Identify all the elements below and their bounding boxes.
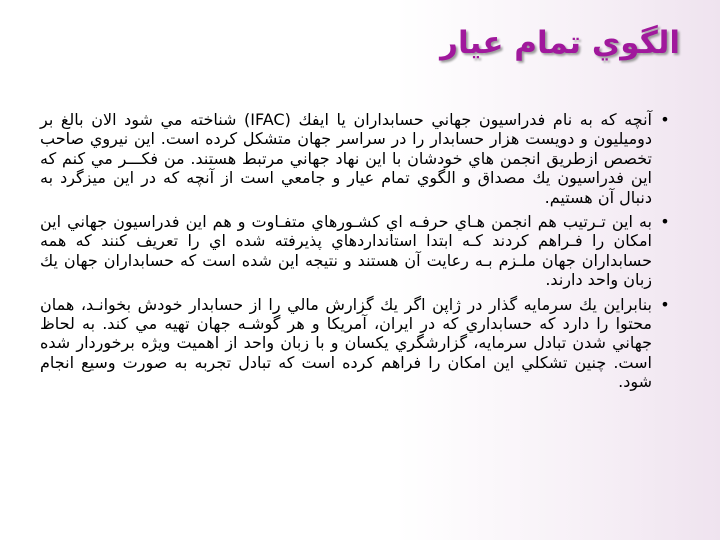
bullet-paragraph-1: [40, 110, 672, 207]
bullet-text: بنابراين يك سرمايه گذار در ژاپن اگر يك گزارش مالي را از حسابدار خودش بخوانـد، همان محتوا را دارد كه حسابداري كه در ايران، آمريكا و هر گوشـه جهان تهيه مي كند. به لحاظ جهاني شدن تبادل سرمايه، گزارشگري يكسان و با زبان واحد از اهميت ويژه برخوردار شده است. چنين تشكلي اين امكان را فراهم كرده است كه تبادل تجربه به صورت وسيع انجام شود.: [40, 294, 652, 392]
bullet-text: آنچه كه به نام فدراسيون جهاني حسابداران يا ايفك (IFAC) شناخته مي شود الان بالغ بر دوميليون و دويست هزار حسابدار را در سراسر جهان متشكل كرده است. اين نيروي صاحب تخصص ازطريق انجمن هاي خودشان با اين نهاد جهاني مرتبط هستند. من فكـــر مي كنم كه اين فدراسيون يك مصداق و الگوي تمام عيار و جامعي است از آنچه كه در اين ميزگرد به دنبال آن هستيم.: [40, 110, 652, 207]
bullet-marker: •: [660, 294, 670, 314]
slide-title: الگوي تمام عيار: [440, 25, 680, 61]
bullet-paragraph-3: [40, 295, 672, 392]
bullet-marker: •: [660, 212, 670, 232]
bullet-text: به اين تـرتيب هم انجمن هـاي حرفـه اي كشـورهاي متفـاوت و هم اين فدراسيون جهاني اين امكان را فـراهم كردند كـه ابتدا استانداردهاي پذيرفته شده اي را تعريف كنند كه همه حسابداران جهان ملـزم بـه رعايت آن هستند و نتيجه اين شده است كه حسابداران جهان يك زبان واحد دارند.: [40, 212, 652, 290]
slide-body: [40, 110, 672, 397]
bullet-paragraph-2: [40, 212, 672, 290]
bullet-marker: •: [660, 110, 670, 129]
